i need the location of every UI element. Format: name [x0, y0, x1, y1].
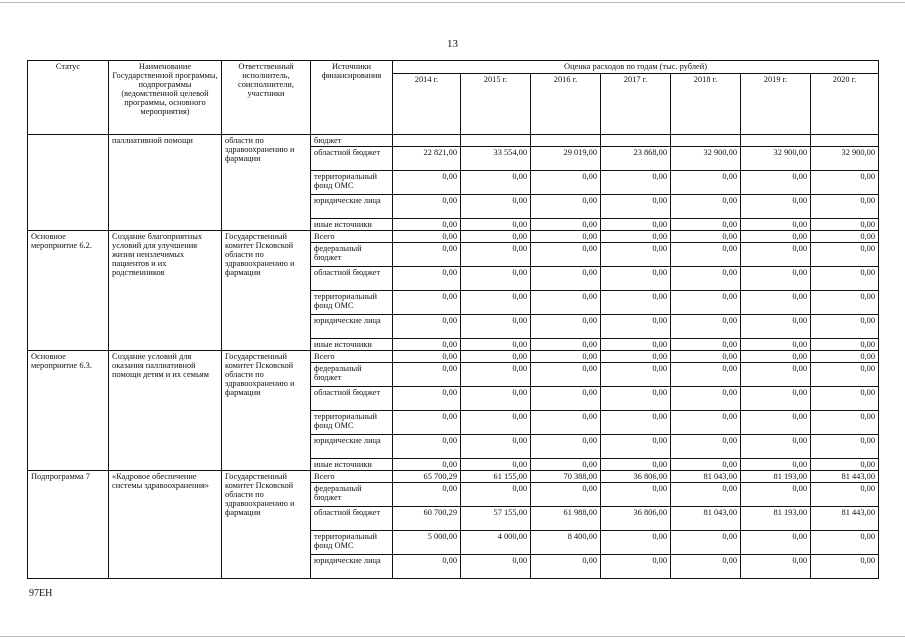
table-row: [28, 351, 879, 363]
row-value: 0,00: [811, 291, 879, 315]
row-value: 0,00: [601, 483, 671, 507]
row-value: 0,00: [531, 195, 601, 219]
row-value: 0,00: [741, 387, 811, 411]
row-value: 0,00: [601, 351, 671, 363]
row-source: федеральный бюджет: [311, 363, 393, 387]
row-value: 33 554,00: [461, 147, 531, 171]
footer-code: 97ЕН: [29, 588, 53, 599]
row-value: 22 821,00: [393, 147, 461, 171]
row-value: 8 400,00: [531, 531, 601, 555]
row-value: 0,00: [393, 387, 461, 411]
row-value: 0,00: [601, 435, 671, 459]
row-source: территориальный фонд ОМС: [311, 291, 393, 315]
row-value: 0,00: [741, 555, 811, 579]
row-program-name: паллиативной помощи: [109, 135, 222, 231]
row-value: 0,00: [811, 231, 879, 243]
row-value: 0,00: [461, 483, 531, 507]
row-value: 81 443,00: [811, 507, 879, 531]
row-value: 70 388,00: [531, 471, 601, 483]
row-value: 0,00: [601, 459, 671, 471]
row-value: 0,00: [531, 459, 601, 471]
row-value: 0,00: [601, 315, 671, 339]
row-value: 0,00: [461, 435, 531, 459]
row-value: 0,00: [461, 267, 531, 291]
row-source: юридические лица: [311, 195, 393, 219]
row-value: 0,00: [671, 435, 741, 459]
row-value: [531, 135, 601, 147]
row-value: 0,00: [601, 387, 671, 411]
row-value: 0,00: [461, 291, 531, 315]
row-source: территориальный фонд ОМС: [311, 171, 393, 195]
header-year: 2015 г.: [461, 74, 531, 135]
row-status: Подпрограмма 7: [28, 471, 109, 579]
row-source: бюджет: [311, 135, 393, 147]
row-value: 0,00: [393, 231, 461, 243]
row-value: 0,00: [671, 315, 741, 339]
row-value: 0,00: [393, 315, 461, 339]
row-value: 0,00: [811, 243, 879, 267]
row-source: юридические лица: [311, 315, 393, 339]
header-status: Статус: [28, 61, 109, 135]
row-value: 0,00: [811, 483, 879, 507]
header-sources: Источники финансирования: [311, 61, 393, 135]
row-value: 4 000,00: [461, 531, 531, 555]
row-value: 0,00: [811, 195, 879, 219]
row-value: 0,00: [671, 267, 741, 291]
row-value: 81 193,00: [741, 507, 811, 531]
row-value: 0,00: [741, 459, 811, 471]
row-value: 0,00: [741, 171, 811, 195]
row-value: 36 806,00: [601, 471, 671, 483]
row-value: 0,00: [671, 195, 741, 219]
row-value: [601, 135, 671, 147]
row-value: 0,00: [671, 231, 741, 243]
table-row: [28, 135, 879, 147]
row-responsible: Государственный комитет Псковской области по здравоохранению и фармации: [222, 231, 311, 351]
row-value: 0,00: [811, 555, 879, 579]
row-value: 0,00: [393, 171, 461, 195]
row-value: 0,00: [601, 195, 671, 219]
row-value: 0,00: [393, 351, 461, 363]
row-value: 0,00: [531, 231, 601, 243]
row-value: 0,00: [811, 339, 879, 351]
row-value: 0,00: [531, 219, 601, 231]
scan-edge-bottom: [0, 636, 905, 637]
row-value: 0,00: [393, 411, 461, 435]
row-value: 0,00: [461, 195, 531, 219]
row-program-name: Создание благоприятных условий для улучшения жизни неизлечимых пациентов и их родственников: [109, 231, 222, 351]
row-value: 0,00: [531, 363, 601, 387]
row-value: [461, 135, 531, 147]
row-value: 0,00: [741, 435, 811, 459]
row-source: территориальный фонд ОМС: [311, 411, 393, 435]
row-source: областной бюджет: [311, 147, 393, 171]
header-year: 2017 г.: [601, 74, 671, 135]
row-value: 0,00: [601, 555, 671, 579]
row-responsible: Государственный комитет Псковской области по здравоохранению и фармации: [222, 471, 311, 579]
row-value: 0,00: [531, 351, 601, 363]
row-source: Всего: [311, 471, 393, 483]
row-value: 0,00: [461, 219, 531, 231]
row-value: 0,00: [461, 363, 531, 387]
row-value: 0,00: [741, 411, 811, 435]
row-value: 0,00: [393, 243, 461, 267]
row-source: юридические лица: [311, 435, 393, 459]
row-value: 0,00: [811, 171, 879, 195]
row-value: 0,00: [601, 531, 671, 555]
header-responsible: Ответственный исполнитель, соисполнители, участники: [222, 61, 311, 135]
row-value: 81 043,00: [671, 507, 741, 531]
row-value: 0,00: [671, 291, 741, 315]
header-name: Наименование Государственной программы, подпрограммы (ведомственной целевой программы, основного мероприятия): [109, 61, 222, 135]
row-value: 29 019,00: [531, 147, 601, 171]
row-value: 0,00: [601, 219, 671, 231]
row-value: 81 043,00: [671, 471, 741, 483]
row-value: 0,00: [671, 363, 741, 387]
row-responsible: Государственный комитет Псковской области по здравоохранению и фармации: [222, 351, 311, 471]
table-row: [28, 471, 879, 483]
row-value: 0,00: [671, 483, 741, 507]
row-value: 57 155,00: [461, 507, 531, 531]
row-value: 0,00: [811, 315, 879, 339]
row-value: 0,00: [601, 243, 671, 267]
row-value: 0,00: [671, 243, 741, 267]
row-value: 0,00: [811, 435, 879, 459]
row-value: 0,00: [531, 435, 601, 459]
row-value: 0,00: [531, 243, 601, 267]
row-source: федеральный бюджет: [311, 483, 393, 507]
row-responsible: области по здравоохранению и фармации: [222, 135, 311, 231]
row-value: 36 806,00: [601, 507, 671, 531]
row-value: 0,00: [531, 291, 601, 315]
row-value: [393, 135, 461, 147]
row-value: 0,00: [393, 291, 461, 315]
row-value: 60 700,29: [393, 507, 461, 531]
row-value: 0,00: [461, 351, 531, 363]
row-value: 0,00: [741, 195, 811, 219]
row-value: 0,00: [531, 411, 601, 435]
row-value: [671, 135, 741, 147]
row-value: 0,00: [741, 267, 811, 291]
row-status: Основное мероприятие 6.2.: [28, 231, 109, 351]
row-value: 0,00: [461, 411, 531, 435]
row-value: 0,00: [601, 291, 671, 315]
table-row: [28, 231, 879, 243]
row-source: Всего: [311, 231, 393, 243]
row-value: 0,00: [741, 531, 811, 555]
row-value: 0,00: [531, 483, 601, 507]
row-value: 0,00: [461, 231, 531, 243]
row-value: 0,00: [393, 219, 461, 231]
row-value: 0,00: [741, 339, 811, 351]
row-source: иные источники: [311, 339, 393, 351]
row-source: областной бюджет: [311, 387, 393, 411]
row-source: федеральный бюджет: [311, 243, 393, 267]
header-estimate: Оценка расходов по годам (тыс. рублей): [393, 61, 879, 74]
scan-edge-top: [0, 2, 905, 3]
row-value: 23 868,00: [601, 147, 671, 171]
row-status: Основное мероприятие 6.3.: [28, 351, 109, 471]
row-value: 0,00: [393, 483, 461, 507]
row-value: 32 900,00: [671, 147, 741, 171]
row-value: 0,00: [461, 315, 531, 339]
row-value: 0,00: [393, 267, 461, 291]
row-program-name: Создание условий для оказания паллиативной помощи детям и их семьям: [109, 351, 222, 471]
row-value: 81 193,00: [741, 471, 811, 483]
row-value: 61 988,00: [531, 507, 601, 531]
row-value: 61 155,00: [461, 471, 531, 483]
header-year: 2020 г.: [811, 74, 879, 135]
row-value: 65 700,29: [393, 471, 461, 483]
row-value: 0,00: [393, 195, 461, 219]
row-source: Всего: [311, 351, 393, 363]
row-value: 0,00: [671, 459, 741, 471]
row-value: 0,00: [531, 267, 601, 291]
row-value: 0,00: [811, 267, 879, 291]
row-value: 0,00: [393, 555, 461, 579]
row-value: 0,00: [461, 243, 531, 267]
row-value: 0,00: [741, 243, 811, 267]
row-value: 0,00: [671, 171, 741, 195]
row-value: 0,00: [601, 411, 671, 435]
header-year: 2014 г.: [393, 74, 461, 135]
row-value: 0,00: [811, 351, 879, 363]
row-value: 0,00: [531, 339, 601, 351]
row-value: 0,00: [461, 387, 531, 411]
row-value: 0,00: [741, 231, 811, 243]
row-value: 0,00: [601, 339, 671, 351]
row-status: [28, 135, 109, 231]
row-value: 81 443,00: [811, 471, 879, 483]
row-value: 0,00: [393, 363, 461, 387]
row-value: 0,00: [741, 219, 811, 231]
row-value: 0,00: [531, 315, 601, 339]
row-value: 0,00: [671, 531, 741, 555]
row-value: 0,00: [461, 339, 531, 351]
row-value: 0,00: [741, 315, 811, 339]
row-value: 5 000,00: [393, 531, 461, 555]
row-program-name: «Кадровое обеспечение системы здравоохранения»: [109, 471, 222, 579]
row-value: 0,00: [531, 555, 601, 579]
header-year: 2019 г.: [741, 74, 811, 135]
row-value: 0,00: [601, 231, 671, 243]
row-value: 0,00: [601, 267, 671, 291]
row-source: юридические лица: [311, 555, 393, 579]
row-value: 0,00: [811, 531, 879, 555]
row-value: 0,00: [671, 219, 741, 231]
row-value: 0,00: [671, 387, 741, 411]
header-year: 2016 г.: [531, 74, 601, 135]
row-value: 0,00: [671, 339, 741, 351]
row-value: 0,00: [671, 555, 741, 579]
row-value: 0,00: [461, 555, 531, 579]
row-value: 0,00: [671, 351, 741, 363]
row-source: иные источники: [311, 219, 393, 231]
row-source: областной бюджет: [311, 267, 393, 291]
row-value: 0,00: [601, 363, 671, 387]
row-value: 0,00: [393, 339, 461, 351]
row-value: 0,00: [811, 387, 879, 411]
row-value: 0,00: [741, 363, 811, 387]
row-value: 0,00: [811, 411, 879, 435]
row-value: 0,00: [461, 459, 531, 471]
row-value: 0,00: [671, 411, 741, 435]
row-value: 32 900,00: [811, 147, 879, 171]
row-value: 0,00: [811, 363, 879, 387]
row-value: 0,00: [531, 387, 601, 411]
row-value: 0,00: [741, 351, 811, 363]
expenditure-table: [27, 60, 879, 579]
row-source: иные источники: [311, 459, 393, 471]
row-value: 0,00: [741, 483, 811, 507]
row-value: 0,00: [741, 291, 811, 315]
row-value: 0,00: [393, 435, 461, 459]
row-value: 0,00: [811, 459, 879, 471]
row-value: 0,00: [461, 171, 531, 195]
header-year: 2018 г.: [671, 74, 741, 135]
page-number: 13: [447, 38, 458, 50]
row-value: 0,00: [601, 171, 671, 195]
row-value: 0,00: [393, 459, 461, 471]
row-value: [741, 135, 811, 147]
row-value: 0,00: [811, 219, 879, 231]
row-source: областной бюджет: [311, 507, 393, 531]
row-source: территориальный фонд ОМС: [311, 531, 393, 555]
row-value: 32 900,00: [741, 147, 811, 171]
row-value: [811, 135, 879, 147]
row-value: 0,00: [531, 171, 601, 195]
